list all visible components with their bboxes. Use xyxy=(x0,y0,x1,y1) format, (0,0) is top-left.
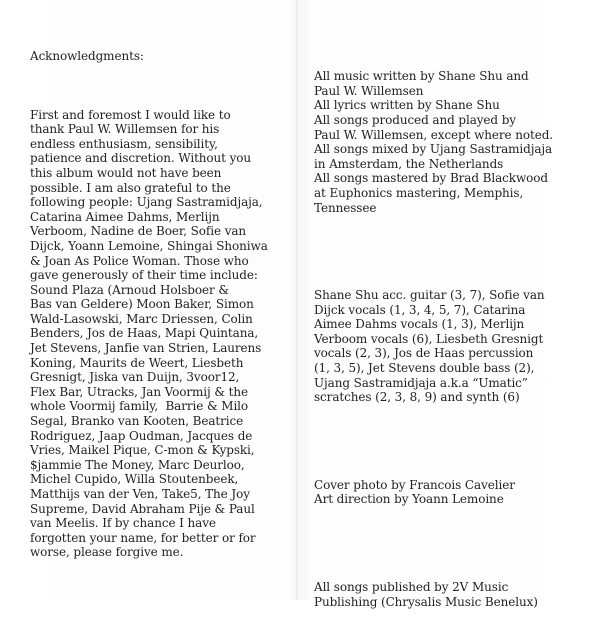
text-line: Flex Bar, Utracks, Jan Voormij & the xyxy=(30,384,249,399)
text-line: Vries, Maikel Pique, C-mon & Kypski, xyxy=(30,443,255,458)
text-line: following people: Ujang Sastramidjaja, xyxy=(30,195,263,210)
text-line: thank Paul W. Willemsen for his xyxy=(30,122,220,137)
text-line: Verboom, Nadine de Boer, Sofie van xyxy=(30,224,247,239)
publishing-credits xyxy=(314,580,594,609)
text-line: Michel Cupido, Willa Stoutenbeek, xyxy=(30,472,239,487)
text-line: Art direction by Yoann Lemoine xyxy=(314,492,504,507)
section-gap xyxy=(314,434,594,449)
art-credits xyxy=(314,478,594,507)
text-line: at Euphonics mastering, Memphis, xyxy=(314,185,524,200)
text-line: Sound Plaza (Arnoud Holsboer & xyxy=(30,282,229,297)
text-line: Cover photo by Francois Cavelier xyxy=(314,477,515,492)
production-credits xyxy=(314,69,594,215)
text-line: Wald-Lasowski, Marc Driessen, Colin xyxy=(30,311,253,326)
text-line: Matthijs van der Ven, Take5, The Joy xyxy=(30,487,250,501)
text-line: All songs published by 2V Music xyxy=(314,579,509,594)
text-line: Benders, Jos de Haas, Mapi Quintana, xyxy=(30,326,259,341)
text-line: $jammie The Money, Marc Deurloo, xyxy=(30,457,245,472)
text-line: Koning, Maurits de Weert, Liesbeth xyxy=(30,355,244,370)
acknowledgments-text xyxy=(30,108,292,560)
acknowledgments-heading: Acknowledgments: xyxy=(30,49,144,64)
text-line: First and foremost I would like to xyxy=(30,107,231,122)
text-line: Bas van Geldere) Moon Baker, Simon xyxy=(30,297,254,312)
text-line: gave generously of their time include: xyxy=(30,268,258,283)
section-gap xyxy=(314,536,594,551)
text-line: Dijck vocals (1, 3, 4, 5, 7), Catarina xyxy=(314,302,526,317)
text-line: Verboom vocals (6), Liesbeth Gresnigt xyxy=(314,331,544,346)
text-line: (1, 3, 5), Jet Stevens double bass (2), xyxy=(314,361,535,376)
text-line: Gresnigt, Jiska van Duijn, 3voor12, xyxy=(30,370,240,385)
text-line: Supreme, David Abraham Pije & Paul xyxy=(30,501,255,516)
text-line: Paul W. Willemsen, except where noted. xyxy=(314,127,554,142)
text-line: endless enthusiasm, sensibility, xyxy=(30,136,218,151)
text-line: All lyrics written by Shane Shu xyxy=(314,98,500,113)
text-line: Paul W. Willemsen xyxy=(314,83,424,98)
text-line: & Joan As Police Woman. Those who xyxy=(30,253,249,268)
text-line: Ujang Sastramidjaja a.k.a “Umatic” xyxy=(314,375,528,390)
text-line: Dijck, Yoann Lemoine, Shingai Shoniwa xyxy=(30,238,268,253)
acknowledgments-column xyxy=(30,20,292,589)
text-line: All music written by Shane Shu and xyxy=(314,69,529,84)
text-line: Publishing (Chrysalis Music Benelux) xyxy=(314,594,538,609)
text-line: in Amsterdam, the Netherlands xyxy=(314,156,504,171)
text-line: All songs mixed by Ujang Sastramidjaja xyxy=(314,142,553,157)
text-line: patience and discretion. Without you xyxy=(30,151,252,166)
text-line: Aimee Dahms vocals (1, 3), Merlijn xyxy=(314,317,525,332)
text-line: Jet Stevens, Janfie van Strien, Laurens xyxy=(30,341,262,356)
credits-column xyxy=(314,40,594,638)
text-line: Shane Shu acc. guitar (3, 7), Sofie van xyxy=(314,288,545,303)
text-line: Catarina Aimee Dahms, Merlijn xyxy=(30,209,220,224)
text-line: vocals (2, 3), Jos de Haas percussion xyxy=(314,346,534,361)
text-line: Segal, Branko van Kooten, Beatrice xyxy=(30,414,244,429)
text-line: Tennessee xyxy=(314,200,377,215)
text-line: Rodriguez, Jaap Oudman, Jacques de xyxy=(30,428,253,443)
text-line: All songs produced and played by xyxy=(314,112,516,127)
text-line: forgotten your name, for better or for xyxy=(30,530,256,545)
text-line: this album would not have been xyxy=(30,165,222,180)
text-line: worse, please forgive me. xyxy=(30,545,184,560)
text-line: whole Voormij family, Barrie & Milo xyxy=(30,399,249,414)
text-line: van Meelis. If by chance I have xyxy=(30,516,216,531)
text-line: possible. I am also grateful to the xyxy=(30,180,231,195)
section-gap xyxy=(314,244,594,259)
text-line: scratches (2, 3, 8, 9) and synth (6) xyxy=(314,390,520,405)
text-line: All songs mastered by Brad Blackwood xyxy=(314,171,548,186)
page-fold xyxy=(296,0,298,600)
musician-credits xyxy=(314,288,594,405)
